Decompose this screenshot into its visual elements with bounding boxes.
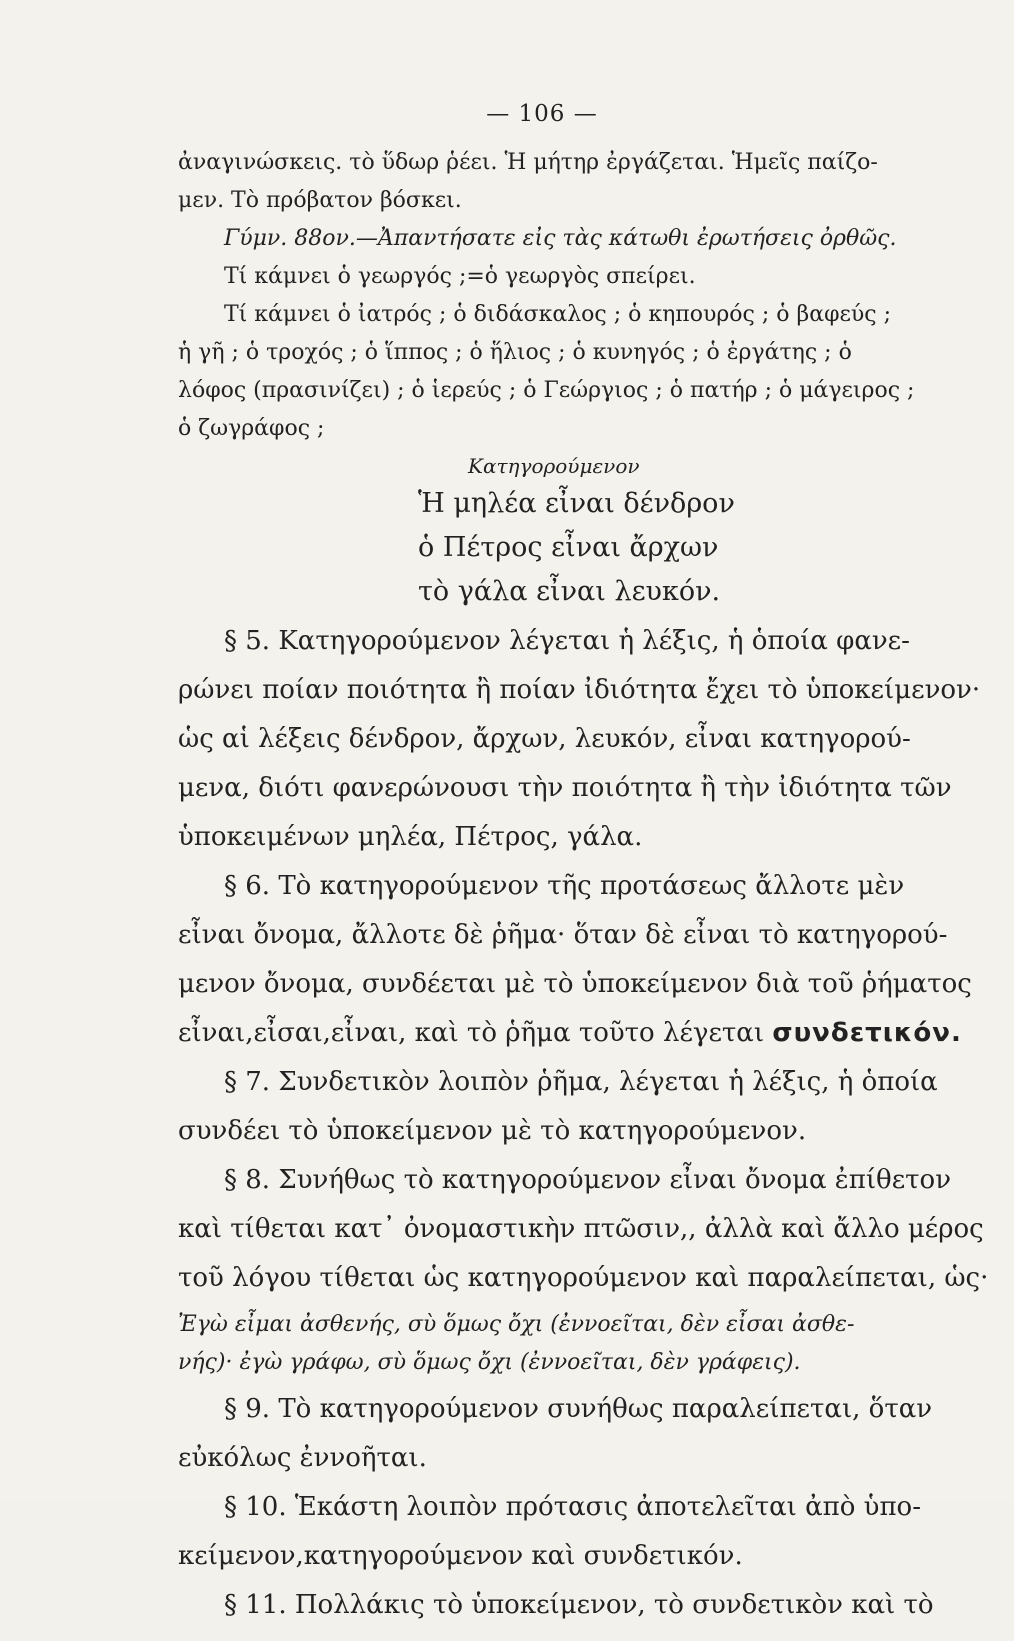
paragraph-line: § 11. Πολλάκις τὸ ὑποκείμενον, τὸ συνδετικὸν καὶ τὸ: [224, 1590, 934, 1620]
paragraph-text: εἶναι,εἶσαι,εἶναι, καὶ τὸ ῥῆμα τοῦτο λέγεται: [178, 1018, 773, 1048]
text-line: Τί κάμνει ὁ ἰατρός ; ὁ διδάσκαλος ; ὁ κηπουρός ; ὁ βαφεύς ;: [224, 302, 891, 327]
paragraph-line: [178, 1018, 962, 1069]
paragraph-line: § 9. Τὸ κατηγορούμενον συνήθως παραλείπεται, ὅταν: [224, 1394, 933, 1424]
exercise-title: Γύμν. 88ον.—Ἀπαντήσατε εἰς τὰς κάτωθι ἐρωτήσεις ὀρθῶς.: [224, 226, 897, 251]
example-text: νής)· ἐγὼ γράφω, σὺ ὅμως ὄχι (ἐννοεῖται, δὲν γράφεις).: [178, 1350, 801, 1375]
text-line: λόφος (πρασινίζει) ; ὁ ἱερεύς ; ὁ Γεώργιος ; ὁ πατήρ ; ὁ μάγειρος ;: [178, 378, 915, 403]
paragraph-line: μενα, διότι φανερώνουσι τὴν ποιότητα ἢ τὴν ἰδιότητα τῶν: [178, 773, 952, 803]
text-line: ἀναγινώσκεις. τὸ ὕδωρ ῥέει. Ἡ μήτηρ ἐργάζεται. Ἡμεῖς παίζο-: [178, 150, 878, 175]
paragraph-line: § 6. Τὸ κατηγορούμενον τῆς προτάσεως ἄλλοτε μὲν: [224, 871, 905, 901]
example-line: Ἡ μηλέα εἶναι δένδρον: [418, 488, 735, 519]
section-heading: Κατηγορούμενον: [468, 454, 640, 478]
paragraph-line: συνδέει τὸ ὑποκείμενον μὲ τὸ κατηγορούμενον.: [178, 1116, 807, 1146]
paragraph-line: τοῦ λόγου τίθεται ὡς κατηγορούμενον καὶ παραλείπεται, ὡς·: [178, 1263, 989, 1293]
example-line: τὸ γάλα εἶναι λευκόν.: [418, 576, 721, 607]
text-line: ὁ ζωγράφος ;: [178, 416, 325, 441]
text-line: ἡ γῆ ; ὁ τροχός ; ὁ ἵππος ; ὁ ἥλιος ; ὁ κυνηγός ; ὁ ἐργάτης ; ὁ: [178, 340, 852, 365]
paragraph-line: ὡς αἱ λέξεις δένδρον, ἄρχων, λευκόν, εἶναι κατηγορού-: [178, 724, 911, 754]
page-number: — 106 —: [486, 101, 598, 127]
text-line: Τί κάμνει ὁ γεωργός ;=ὁ γεωργὸς σπείρει.: [224, 264, 696, 289]
example-text: Ἐγὼ εἶμαι ἀσθενής, σὺ ὅμως ὄχι (ἐννοεῖται, δὲν εἶσαι ἀσθε-: [178, 1312, 855, 1337]
paragraph-line: καὶ τίθεται κατ᾽ ὀνομαστικὴν πτῶσιν,, ἀλλὰ καὶ ἄλλο μέρος: [178, 1214, 984, 1244]
bold-term: συνδετικόν.: [772, 1018, 962, 1048]
paragraph-line: § 10. Ἑκάστη λοιπὸν πρότασις ἀποτελεῖται ἀπὸ ὑπο-: [224, 1492, 921, 1522]
text-line: μεν. Τὸ πρόβατον βόσκει.: [178, 188, 462, 213]
paragraph-line: εἶναι ὄνομα, ἄλλοτε δὲ ῥῆμα· ὅταν δὲ εἶναι τὸ κατηγορού-: [178, 920, 948, 950]
paragraph-line: μενον ὄνομα, συνδέεται μὲ τὸ ὑποκείμενον διὰ τοῦ ῥήματος: [178, 969, 972, 999]
example-line: ὁ Πέτρος εἶναι ἄρχων: [418, 532, 719, 563]
paragraph-line: ὑποκειμένων μηλέα, Πέτρος, γάλα.: [178, 822, 643, 852]
paragraph-line: § 7. Συνδετικὸν λοιπὸν ῥῆμα, λέγεται ἡ λέξις, ἡ ὁποία: [224, 1067, 938, 1097]
paragraph-line: ρώνει ποίαν ποιότητα ἢ ποίαν ἰδιότητα ἔχει τὸ ὑποκείμενον·: [178, 675, 981, 705]
paragraph-line: § 8. Συνήθως τὸ κατηγορούμενον εἶναι ὄνομα ἐπίθετον: [224, 1165, 952, 1195]
paragraph-line: § 5. Κατηγορούμενον λέγεται ἡ λέξις, ἡ ὁποία φανε-: [224, 626, 910, 656]
paragraph-line: κείμενον,κατηγορούμενον καὶ συνδετικόν.: [178, 1541, 743, 1571]
page-body: [178, 150, 989, 1641]
paragraph-line: εὐκόλως ἐννοῆται.: [178, 1443, 427, 1473]
